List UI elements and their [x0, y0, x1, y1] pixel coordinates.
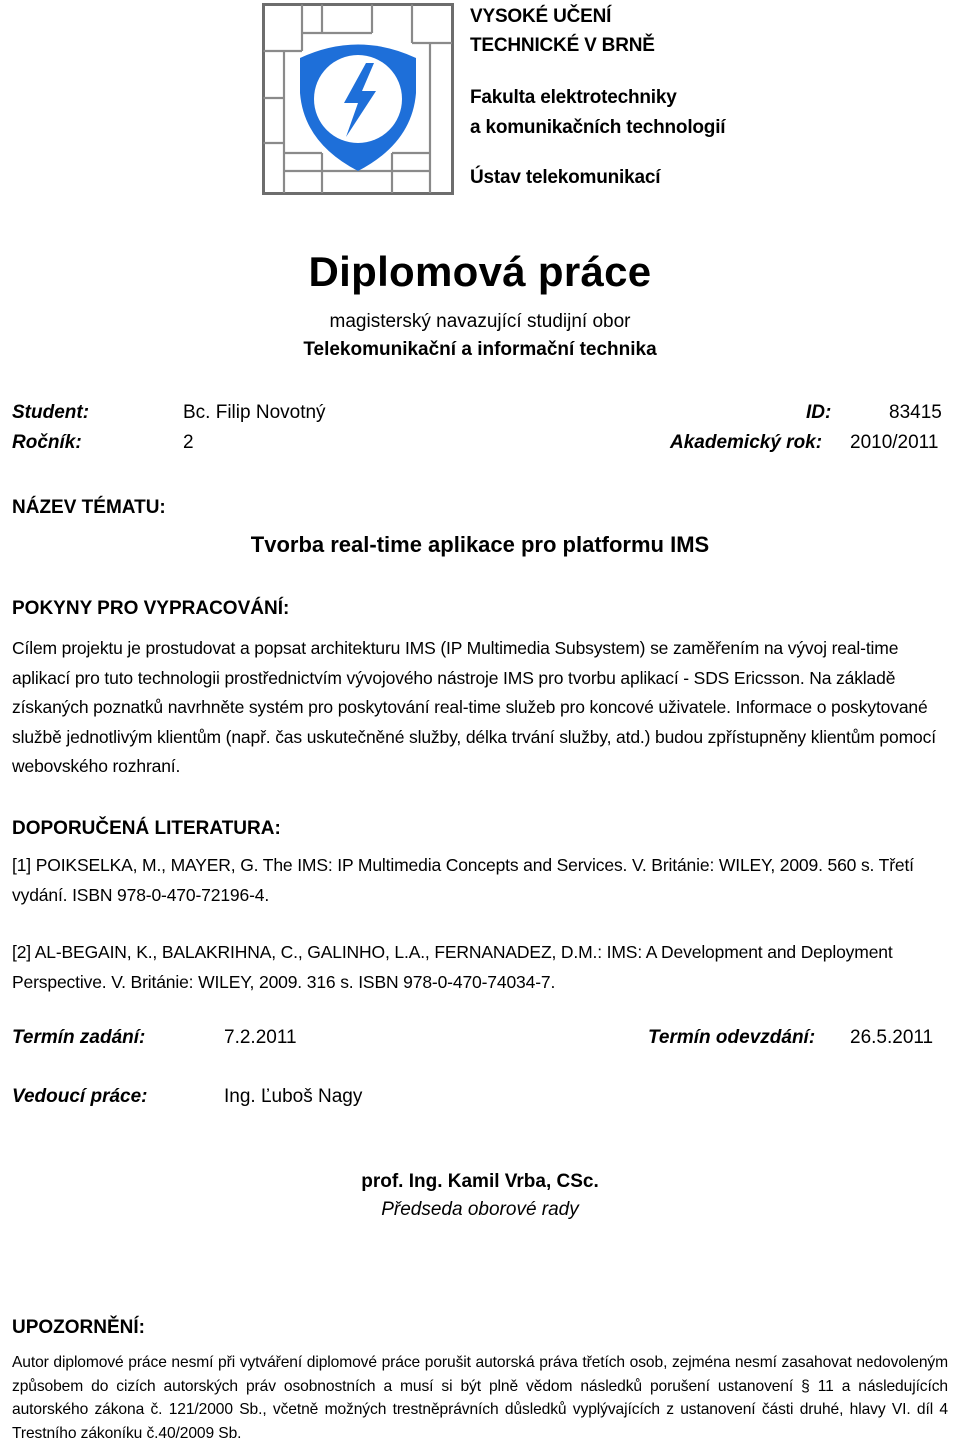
id-value: 83415	[889, 402, 942, 423]
student-name: Bc. Filip Novotný	[183, 402, 326, 423]
signature-name: prof. Ing. Kamil Vrba, CSc.	[361, 1171, 599, 1192]
id-label: ID:	[806, 402, 832, 423]
document-title: Diplomová práce	[308, 248, 652, 295]
vut-feec-logo	[262, 3, 454, 195]
supervisor-label: Vedoucí práce:	[12, 1086, 148, 1107]
instructions-heading: POKYNY PRO VYPRACOVÁNÍ:	[12, 598, 290, 619]
year-value: 2	[183, 432, 194, 453]
signature-role: Předseda oborové rady	[381, 1199, 579, 1220]
literature-item-2	[12, 938, 948, 997]
study-field: Telekomunikační a informační technika	[303, 339, 657, 360]
faculty-name-line1: Fakulta elektrotechniky	[470, 87, 677, 108]
warning-heading: UPOZORNĚNÍ:	[12, 1317, 145, 1338]
university-name-line2: TECHNICKÉ V BRNĚ	[470, 35, 655, 56]
year-label: Ročník:	[12, 432, 82, 453]
literature-heading: DOPORUČENÁ LITERATURA:	[12, 818, 281, 839]
academic-year-label: Akademický rok:	[670, 432, 823, 453]
faculty-name-line2: a komunikačních technologií	[470, 117, 726, 138]
submission-date-label: Termín odevzdání:	[648, 1027, 816, 1048]
assigned-date-label: Termín zadání:	[12, 1027, 146, 1048]
submission-date-value: 26.5.2011	[850, 1027, 934, 1048]
instructions-paragraph: Cílem projektu je prostudovat a popsat architekturu IMS (IP Multimedia Subsystem) se zaměřením na vývoj real-time aplikací pro tuto technologii prostřednictvím vývojového nástroje IMS pro tvorbu aplikací - SDS Ericsson. Na základě získaných poznatků navrhněte systém pro poskytování real-time služeb pro koncové uživatele. Informace o poskytované službě jednotlivým klientům (např. čas uskutečněné služby, délka trvání služby, atd.) budou zpřístupněny klientům pomocí webovského rozhraní.	[12, 638, 936, 776]
department-name: Ústav telekomunikací	[470, 167, 661, 188]
literature-item-text: [2] AL-BEGAIN, K., BALAKRIHNA, C., GALINHO, L.A., FERNANADEZ, D.M.: IMS: A Development and Deployment Perspective. V. Británie: WILEY, 2009. 316 s. ISBN 978-0-470-74034-7.	[12, 942, 893, 992]
literature-item-text: [1] POIKSELKA, M., MAYER, G. The IMS: IP Multimedia Concepts and Services. V. Británie: WILEY, 2009. 560 s. Třetí vydání. ISBN 978-0-470-72196-4.	[12, 855, 914, 905]
university-name-line1: VYSOKÉ UČENÍ	[470, 6, 612, 27]
topic-name: Tvorba real-time aplikace pro platformu IMS	[250, 532, 710, 557]
assigned-date-value: 7.2.2011	[224, 1027, 297, 1048]
warning-text: Autor diplomové práce nesmí při vytváření diplomové práce porušit autorská práva třetích osob, zejména nesmí zasahovat nedovoleným způsobem do cizích autorských práv osobnostních a musí si být plně vědom následků porušení ustanovení § 11 a následujících autorského zákona č. 121/2000 Sb., včetně možných trestněprávních důsledků vyplývajících z ustanovení části druhé, hlavy VI. díl 4 Trestního zákoníku č.40/2009 Sb.	[12, 1354, 948, 1442]
academic-year-value: 2010/2011	[850, 432, 939, 453]
supervisor-name: Ing. Ľuboš Nagy	[224, 1086, 363, 1107]
instructions-text	[12, 634, 948, 782]
topic-heading: NÁZEV TÉMATU:	[12, 497, 166, 518]
literature-item-1	[12, 851, 948, 910]
study-type: magisterský navazující studijní obor	[329, 311, 631, 332]
student-label: Student:	[12, 402, 90, 423]
